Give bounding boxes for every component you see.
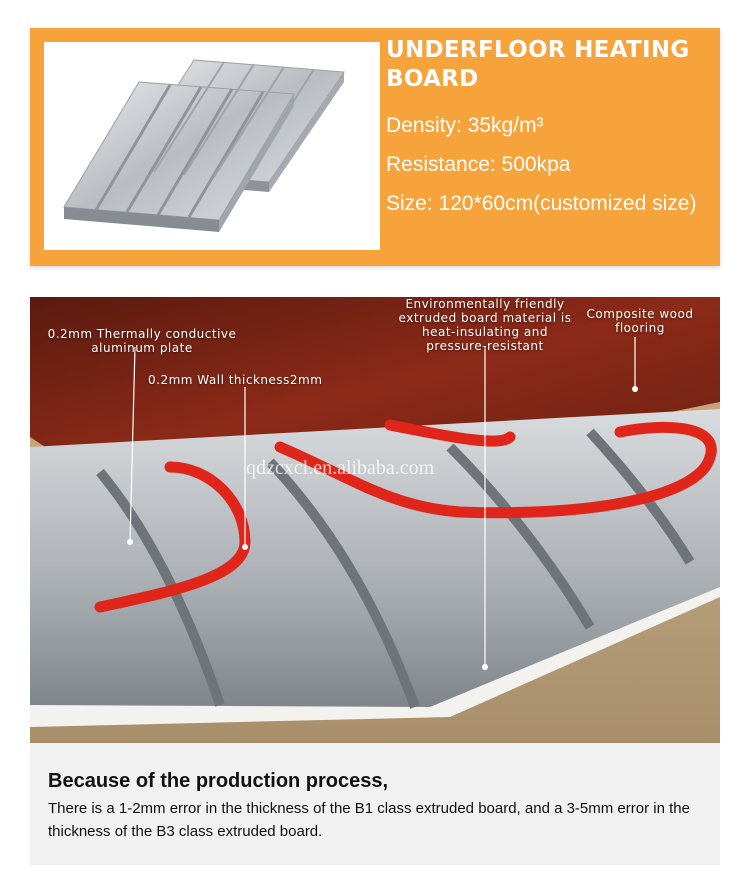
note-body: There is a 1-2mm error in the thickness of the B1 class extruded board, and a 3-5mm error in the thickness of the B3 class extruded board. bbox=[48, 800, 690, 840]
spec-resistance: Resistance: 500kpa bbox=[386, 153, 571, 176]
heating-board-illustration bbox=[44, 42, 380, 250]
spec-density: Density: 35kg/m³ bbox=[386, 114, 544, 137]
label-aluminum-plate: 0.2mm Thermally conductive aluminum plate bbox=[47, 327, 237, 355]
product-title: UNDERFLOOR HEATING BOARD bbox=[386, 37, 690, 92]
label-wood-flooring: Composite wood flooring bbox=[586, 307, 694, 335]
banner-text bbox=[386, 36, 716, 223]
label-extruded-board: Environmentally friendly extruded board material is heat-insulating and pressure-resistant bbox=[398, 297, 572, 353]
installation-diagram bbox=[30, 297, 720, 743]
production-note bbox=[30, 743, 720, 865]
product-image bbox=[44, 42, 380, 250]
spec-size: Size: 120*60cm(customized size) bbox=[386, 192, 697, 215]
product-banner bbox=[30, 28, 720, 266]
note-heading: Because of the production process, bbox=[48, 770, 389, 792]
label-wall-thickness: 0.2mm Wall thickness2mm bbox=[148, 373, 323, 387]
watermark: qdzcxcl.en.alibaba.com bbox=[246, 457, 435, 479]
floor-cross-section bbox=[30, 297, 720, 743]
